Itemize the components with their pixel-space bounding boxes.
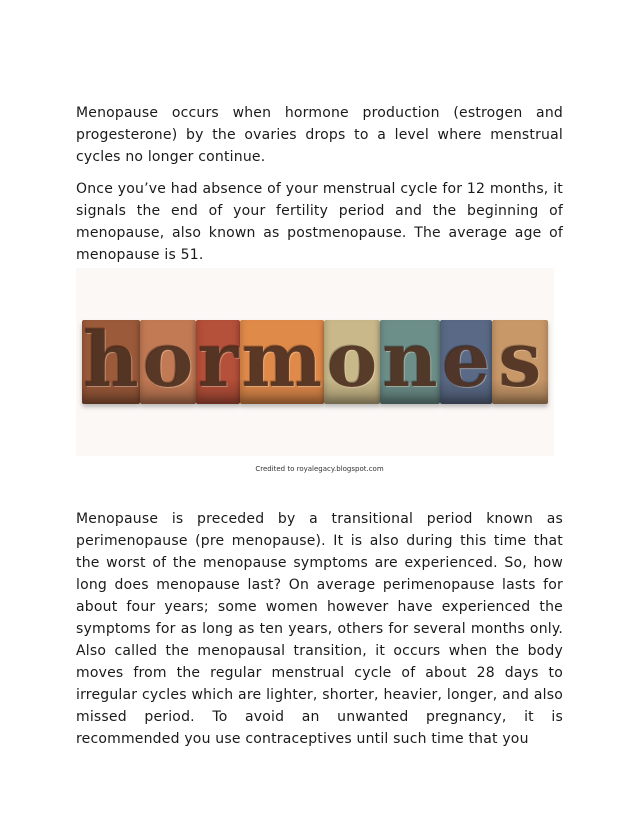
hormones-image — [76, 268, 554, 456]
paragraph-perimenopause: Menopause is preceded by a transitional period known as perimenopause (pre menopause). It is also during this time that the worst of the menopause symptoms are experienced. So, how long does menopause last? On average perimenopause lasts for about four years; some women however have experienced the symptoms for as long as ten years, others for several months only. Also called the menopausal transition, it occurs when the body moves from the regular menstrual cycle of about 28 days to irregular cycles which are lighter, shorter, heavier, longer, and also missed period. To avoid an unwanted pregnancy, it is recommended you use contraceptives until such time that you — [76, 511, 563, 747]
letter-block: r — [197, 315, 239, 404]
letter-block: o — [324, 320, 380, 404]
paragraph-menopause-definition: Menopause occurs when hormone production (estrogen and progesterone) by the ovaries drops to a level where menstrual cycles no longer continue. — [76, 105, 563, 165]
paragraph-postmenopause: Once you’ve had absence of your menstrual cycle for 12 months, it signals the end of your fertility period and the beginning of menopause, also known as postmenopause. The average age of menopause is 51. — [76, 181, 563, 263]
letter-block: n — [380, 320, 440, 404]
letter-block: e — [441, 315, 491, 404]
image-caption: Credited to royalegacy.blogspot.com — [255, 465, 384, 473]
letter-block: s — [492, 320, 548, 404]
letter-block: h — [83, 315, 139, 404]
letter-block: m — [241, 315, 323, 404]
letter-block: o — [140, 320, 196, 404]
